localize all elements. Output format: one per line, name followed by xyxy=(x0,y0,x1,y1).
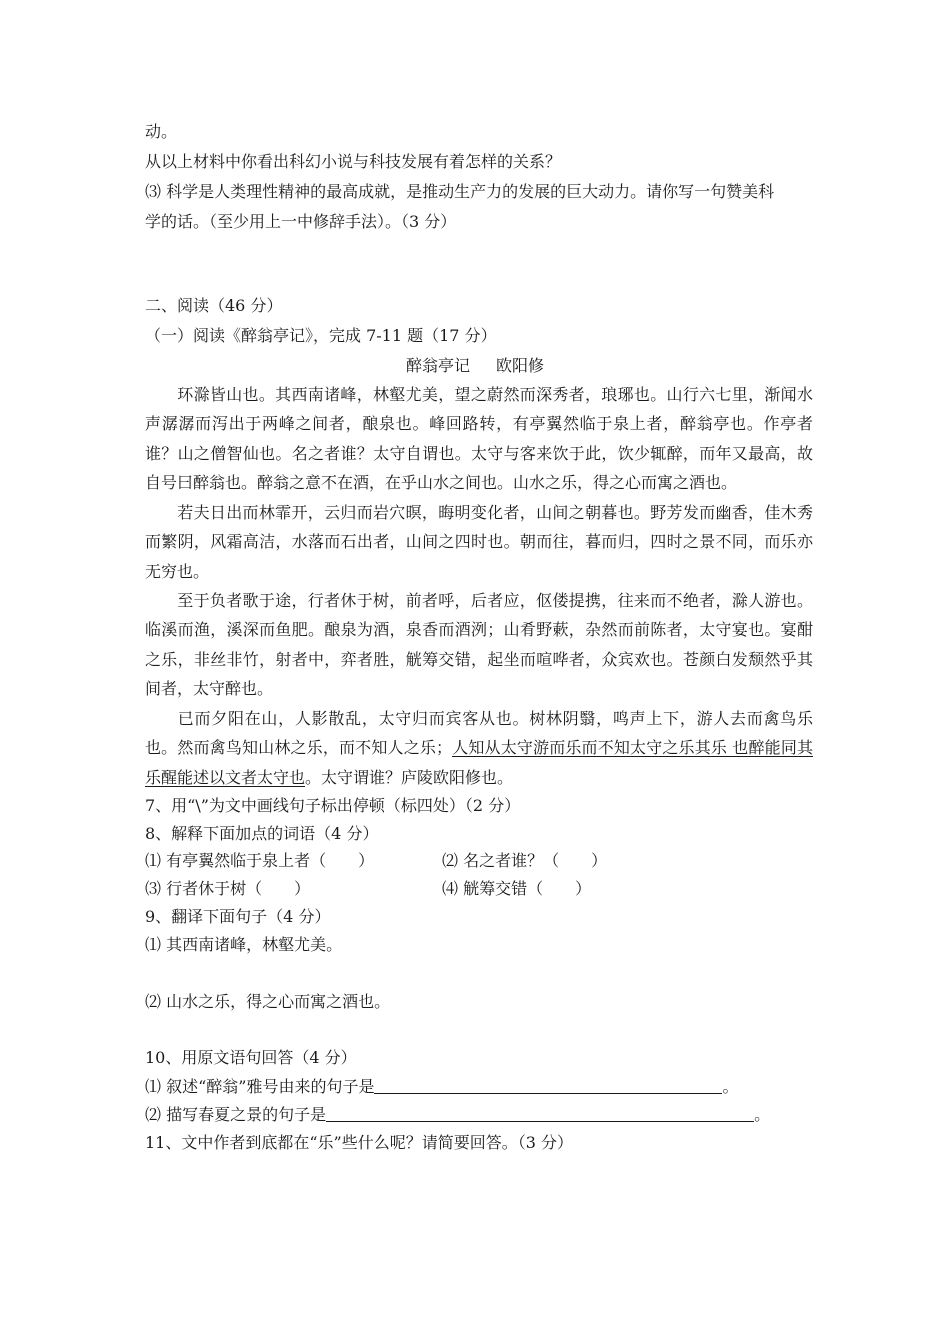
underlined-sentence: 人知从太守游而乐而不知太守之乐其乐 也醉能同其乐醒能述以文者太守也 xyxy=(145,738,813,787)
answer-blank-1[interactable] xyxy=(374,1079,722,1094)
question-9-item-1: ⑴ 其西南诸峰，林壑尤美。 xyxy=(145,935,343,954)
question-praise-science-line1: ⑶ 科学是人类理性精神的最高成就，是推动生产力的发展的巨大动力。请你写一句赞美科 xyxy=(145,182,775,201)
question-10: 10、用原文语句回答（4 分） xyxy=(145,1048,357,1067)
essay-paragraph-2: 若夫日出而林霏开，云归而岩穴暝，晦明变化者，山间之朝暮也。野芳发而幽香，佳木秀而繁阴，风霜高洁，水落而石出者，山间之四时也。朝而往，暮而归，四时之景不同，而乐亦无穷也。 xyxy=(145,503,813,581)
question-8-item-2: ⑵ 名之者谁？（ ） xyxy=(442,851,608,870)
question-8: 8、解释下面加点的词语（4 分） xyxy=(145,824,379,843)
question-8-item-1: ⑴ 有亭翼然临于泉上者（ ） xyxy=(145,851,375,870)
essay-paragraph-3: 至于负者歌于途，行者休于树，前者呼，后者应，伛偻提携，往来而不绝者，滁人游也。临溪而渔，溪深而鱼肥。酿泉为酒，泉香而酒洌；山肴野蔌，杂然而前陈者，太守宴也。宴酣之乐，非丝非竹，射者中，弈者胜，觥筹交错，起坐而喧哗者，众宾欢也。苍颜白发颓然乎其间者，太守醉也。 xyxy=(145,591,813,699)
question-10-item-1: ⑴ 叙述“醉翁”雅号由来的句子是 。 xyxy=(145,1077,739,1096)
question-praise-science-line2: 学的话。（至少用上一中修辞手法）。（3 分） xyxy=(145,212,457,231)
intro-continuation: 动。 xyxy=(145,122,178,141)
question-11: 11、文中作者到底都在“乐”些什么呢？请简要回答。（3 分） xyxy=(145,1133,573,1152)
answer-blank-2[interactable] xyxy=(326,1107,754,1122)
section-subheading: （一）阅读《醉翁亭记》，完成 7-11 题（17 分） xyxy=(145,326,497,345)
question-8-item-3: ⑶ 行者休于树（ ） xyxy=(145,879,311,898)
question-10-item-2: ⑵ 描写春夏之景的句子是 。 xyxy=(145,1105,771,1124)
section-heading: 二、阅读（46 分） xyxy=(145,296,283,315)
essay-title: 醉翁亭记 xyxy=(405,356,470,375)
question-9-item-2: ⑵ 山水之乐，得之心而寓之酒也。 xyxy=(145,992,391,1011)
essay-paragraph-1: 环滁皆山也。其西南诸峰，林壑尤美，望之蔚然而深秀者，琅琊也。山行六七里，渐闻水声潺潺而泻出于两峰之间者，酿泉也。峰回路转，有亭翼然临于泉上者，醉翁亭也。作亭者谁？山之僧智仙也。名之者谁？太守自谓也。太守与客来饮于此，饮少辄醉，而年又最高，故自号曰醉翁也。醉翁之意不在酒，在乎山水之间也。山水之乐，得之心而寓之酒也。 xyxy=(145,385,813,493)
question-9: 9、翻译下面句子（4 分） xyxy=(145,907,331,926)
question-8-item-4: ⑷ 觥筹交错（ ） xyxy=(442,879,592,898)
question-sci-fi-relation: 从以上材料中你看出科幻小说与科技发展有着怎样的关系？ xyxy=(145,152,562,171)
question-7: 7、用“\”为文中画线句子标出停顿（标四处）（2 分） xyxy=(145,796,521,815)
essay-paragraph-4: 已而夕阳在山，人影散乱，太守归而宾客从也。树林阴翳，鸣声上下，游人去而禽鸟乐也。然而禽鸟知山林之乐，而不知人之乐；人知从太守游而乐而不知太守之乐其乐 也醉能同其乐醒能述以文者太守也。太守谓谁？庐陵欧阳修也。 xyxy=(145,709,813,787)
essay-author: 欧阳修 xyxy=(496,356,545,375)
essay-title-line xyxy=(0,356,950,376)
